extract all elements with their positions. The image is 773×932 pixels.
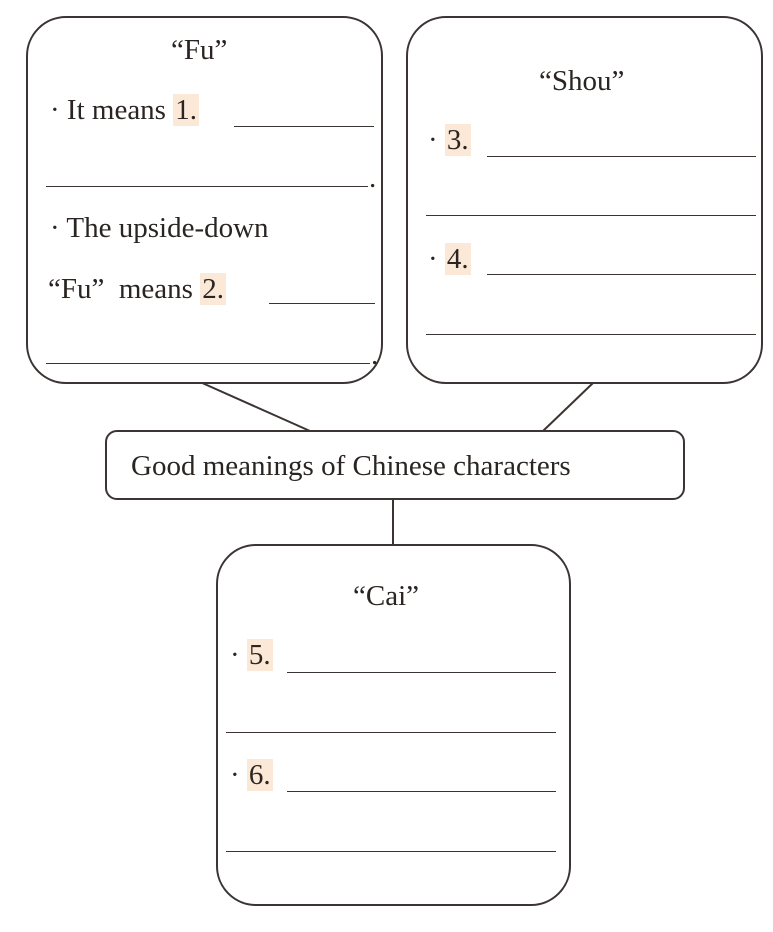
fu-bullet-2-text-2: “Fu” means xyxy=(48,273,193,305)
answer-number-5: 5. xyxy=(248,639,271,671)
shou-title: “Shou” xyxy=(539,65,625,97)
fu-bullet-2-end: . xyxy=(371,339,379,371)
center-label-box xyxy=(105,430,685,500)
fu-bullet-1-end: . xyxy=(369,162,377,194)
answer-blank-3a[interactable] xyxy=(487,156,756,157)
answer-blank-3b[interactable] xyxy=(426,215,756,216)
fu-panel xyxy=(26,16,383,384)
bullet-dot: · xyxy=(428,124,438,156)
connector-fu xyxy=(200,382,310,431)
answer-number-3: 3. xyxy=(446,124,469,156)
answer-blank-2b[interactable] xyxy=(46,363,370,364)
shou-item-3 xyxy=(428,123,471,157)
cai-item-5 xyxy=(230,638,273,672)
answer-blank-4a[interactable] xyxy=(487,274,756,275)
bullet-dot: · xyxy=(230,759,240,791)
bullet-dot: · xyxy=(428,243,438,275)
fu-title: “Fu” xyxy=(171,34,228,66)
connector-shou xyxy=(543,383,593,431)
answer-number-6: 6. xyxy=(248,759,271,791)
answer-blank-4b[interactable] xyxy=(426,334,756,335)
cai-item-6 xyxy=(230,758,273,792)
answer-number-1: 1. xyxy=(175,94,197,126)
fu-bullet-2-line-2 xyxy=(48,272,226,306)
answer-blank-5b[interactable] xyxy=(226,732,556,733)
fu-bullet-2-line-1 xyxy=(50,211,269,245)
answer-blank-1b[interactable] xyxy=(46,186,368,187)
answer-blank-2a[interactable] xyxy=(269,303,375,304)
answer-blank-5a[interactable] xyxy=(287,672,556,673)
fu-bullet-1 xyxy=(50,93,199,127)
cai-panel xyxy=(216,544,571,906)
shou-panel xyxy=(406,16,763,384)
answer-number-4: 4. xyxy=(446,243,469,275)
answer-blank-6a[interactable] xyxy=(287,791,556,792)
fu-bullet-1-text: It means xyxy=(66,94,166,126)
bullet-dot: · xyxy=(230,639,240,671)
answer-number-2: 2. xyxy=(202,273,224,305)
cai-title: “Cai” xyxy=(353,580,420,612)
bullet-dot: · xyxy=(50,94,60,126)
center-label: Good meanings of Chinese characters xyxy=(131,450,571,482)
shou-item-4 xyxy=(428,242,471,276)
fu-bullet-2-text-1: The upside-down xyxy=(66,212,269,244)
bullet-dot: · xyxy=(50,212,60,244)
answer-blank-6b[interactable] xyxy=(226,851,556,852)
answer-blank-1a[interactable] xyxy=(234,126,374,127)
